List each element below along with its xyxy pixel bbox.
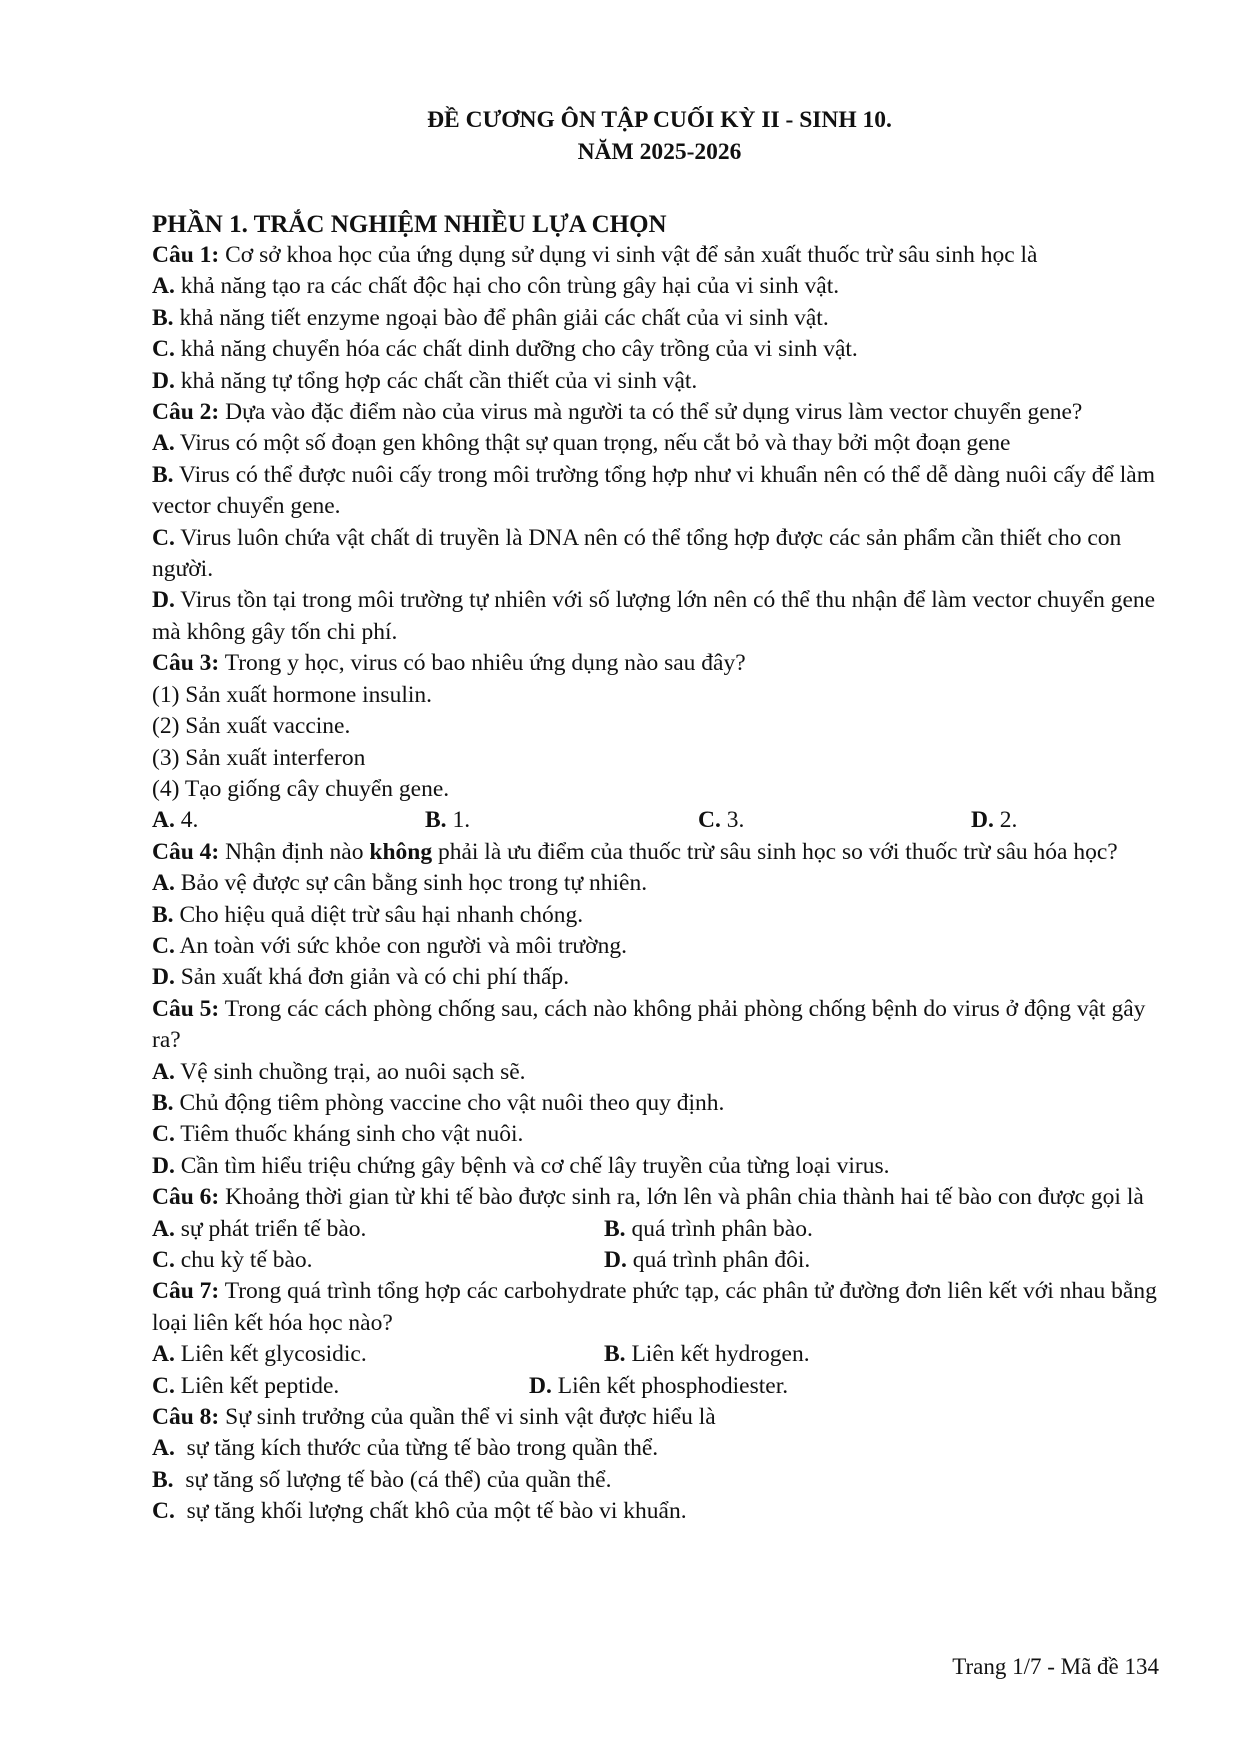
option-a: A. 4. (152, 807, 199, 834)
options-row (152, 1214, 1159, 1245)
question-text: Trong y học, virus có bao nhiêu ứng dụng nào sau đây? (219, 650, 746, 677)
question-1 (152, 240, 1159, 271)
question-8 (152, 1402, 1159, 1433)
option-a: A. Liên kết glycosidic. (152, 1341, 367, 1368)
statement-2: (2) Sản xuất vaccine. (152, 713, 351, 740)
page-footer: Trang 1/7 - Mã đề 134 (952, 1654, 1159, 1679)
question-label: Câu 5: (152, 995, 220, 1022)
options-row (152, 1371, 1159, 1402)
option-a: A. Vệ sinh chuồng trại, ao nuôi sạch sẽ. (152, 1058, 526, 1085)
question-7 (152, 1276, 1159, 1339)
option-a: A. sự phát triển tế bào. (152, 1215, 367, 1242)
question-label: Câu 4: (152, 838, 220, 865)
option-a: A. Virus có một số đoạn gen không thật sự quan trọng, nếu cắt bỏ và thay bởi một đoạn gene (152, 430, 1011, 457)
question-label: Câu 3: (152, 650, 220, 677)
question-text-after: phải là ưu điểm của thuốc trừ sâu sinh học so với thuốc trừ sâu hóa học? (432, 838, 1118, 865)
question-text: Sự sinh trưởng của quần thể vi sinh vật được hiểu là (219, 1404, 716, 1431)
option-d: D. 2. (971, 807, 1018, 834)
option-c: C. sự tăng khối lượng chất khô của một tế bào vi khuẩn. (152, 1498, 687, 1525)
option-a: A. Bảo vệ được sự cân bằng sinh học trong tự nhiên. (152, 870, 648, 897)
question-text: Dựa vào đặc điểm nào của virus mà người ta có thể sử dụng virus làm vector chuyển gene? (219, 399, 1083, 426)
question-label: Câu 2: (152, 399, 220, 426)
statement-4: (4) Tạo giống cây chuyển gene. (152, 775, 450, 802)
option-d: D. quá trình phân đôi. (604, 1247, 811, 1273)
question-text: Cơ sở khoa học của ứng dụng sử dụng vi sinh vật để sản xuất thuốc trừ sâu sinh học là (219, 242, 1038, 268)
option-b: B. Liên kết hydrogen. (604, 1341, 810, 1368)
option-b: B. khả năng tiết enzyme ngoại bào để phân giải các chất của vi sinh vật. (152, 304, 829, 331)
option-c: C. Liên kết peptide. (152, 1372, 340, 1399)
question-text: Trong các cách phòng chống sau, cách nào không phải phòng chống bệnh do virus ở động vật gây ra? (152, 995, 1146, 1054)
question-3 (152, 648, 1159, 679)
option-b: B. quá trình phân bào. (604, 1215, 813, 1242)
option-d: D. Liên kết phosphodiester. (529, 1372, 789, 1399)
statement-3: (3) Sản xuất interferon (152, 744, 366, 771)
options-row (152, 805, 1159, 836)
option-d: D. khả năng tự tổng hợp các chất cần thiết của vi sinh vật. (152, 367, 698, 394)
option-b: B. Chủ động tiêm phòng vaccine cho vật nuôi theo quy định. (152, 1089, 725, 1116)
option-b: B. 1. (425, 807, 471, 834)
question-5 (152, 994, 1159, 1057)
option-d: D. Cần tìm hiểu triệu chứng gây bệnh và cơ chế lây truyền của từng loại virus. (152, 1152, 890, 1179)
option-d: D. Virus tồn tại trong môi trường tự nhiên với số lượng lớn nên có thể thu nhận để làm vector chuyển gene mà không gây tốn chi phí. (152, 587, 1156, 645)
question-list (152, 240, 1159, 1528)
document-title (152, 104, 1159, 168)
option-c: C. khả năng chuyển hóa các chất dinh dưỡng cho cây trồng của vi sinh vật. (152, 336, 858, 363)
statement-1: (1) Sản xuất hormone insulin. (152, 681, 433, 708)
option-c: C. Virus luôn chứa vật chất di truyền là DNA nên có thể tổng hợp được các sản phẩm cần thiết cho con người. (152, 524, 1122, 583)
options-row (152, 1339, 1159, 1370)
title-line-2: NĂM 2025-2026 (577, 139, 742, 165)
option-c: C. Tiêm thuốc kháng sinh cho vật nuôi. (152, 1121, 524, 1148)
question-emphasis: không (369, 838, 433, 865)
question-label: Câu 6: (152, 1184, 220, 1211)
question-text: Trong quá trình tổng hợp các carbohydrate phức tạp, các phân tử đường đơn liên kết với nhau bằng loại liên kết hóa học nào? (152, 1278, 1157, 1336)
option-a: A. sự tăng kích thước của từng tế bào trong quần thể. (152, 1435, 659, 1462)
question-text: Khoảng thời gian từ khi tế bào được sinh ra, lớn lên và phân chia thành hai tế bào con được gọi là (219, 1184, 1144, 1211)
options-row (152, 1245, 1159, 1276)
question-label: Câu 7: (152, 1278, 220, 1305)
option-c: C. 3. (698, 807, 745, 834)
option-b: B. Virus có thể được nuôi cấy trong môi trường tổng hợp như vi khuẩn nên có thể dễ dàng nuôi cấy để làm vector chuyển gene. (152, 461, 1156, 520)
question-4 (152, 837, 1159, 868)
question-6 (152, 1182, 1159, 1213)
option-d: D. Sản xuất khá đơn giản và có chi phí thấp. (152, 964, 570, 991)
question-label: Câu 8: (152, 1404, 220, 1431)
option-b: B. Cho hiệu quả diệt trừ sâu hại nhanh chóng. (152, 901, 584, 928)
question-label: Câu 1: (152, 242, 220, 268)
question-text-before: Nhận định nào (219, 838, 370, 865)
option-c: C. chu kỳ tế bào. (152, 1247, 313, 1273)
question-2 (152, 397, 1159, 428)
title-line-1: ĐỀ CƯƠNG ÔN TẬP CUỐI KỲ II - SINH 10. (427, 107, 892, 133)
option-a: A. khả năng tạo ra các chất độc hại cho côn trùng gây hại của vi sinh vật. (152, 273, 840, 300)
option-b: B. sự tăng số lượng tế bào (cá thể) của quần thể. (152, 1466, 612, 1493)
option-c: C. An toàn với sức khỏe con người và môi trường. (152, 932, 627, 959)
section-heading: PHẦN 1. TRẮC NGHIỆM NHIỀU LỰA CHỌN (152, 211, 667, 238)
